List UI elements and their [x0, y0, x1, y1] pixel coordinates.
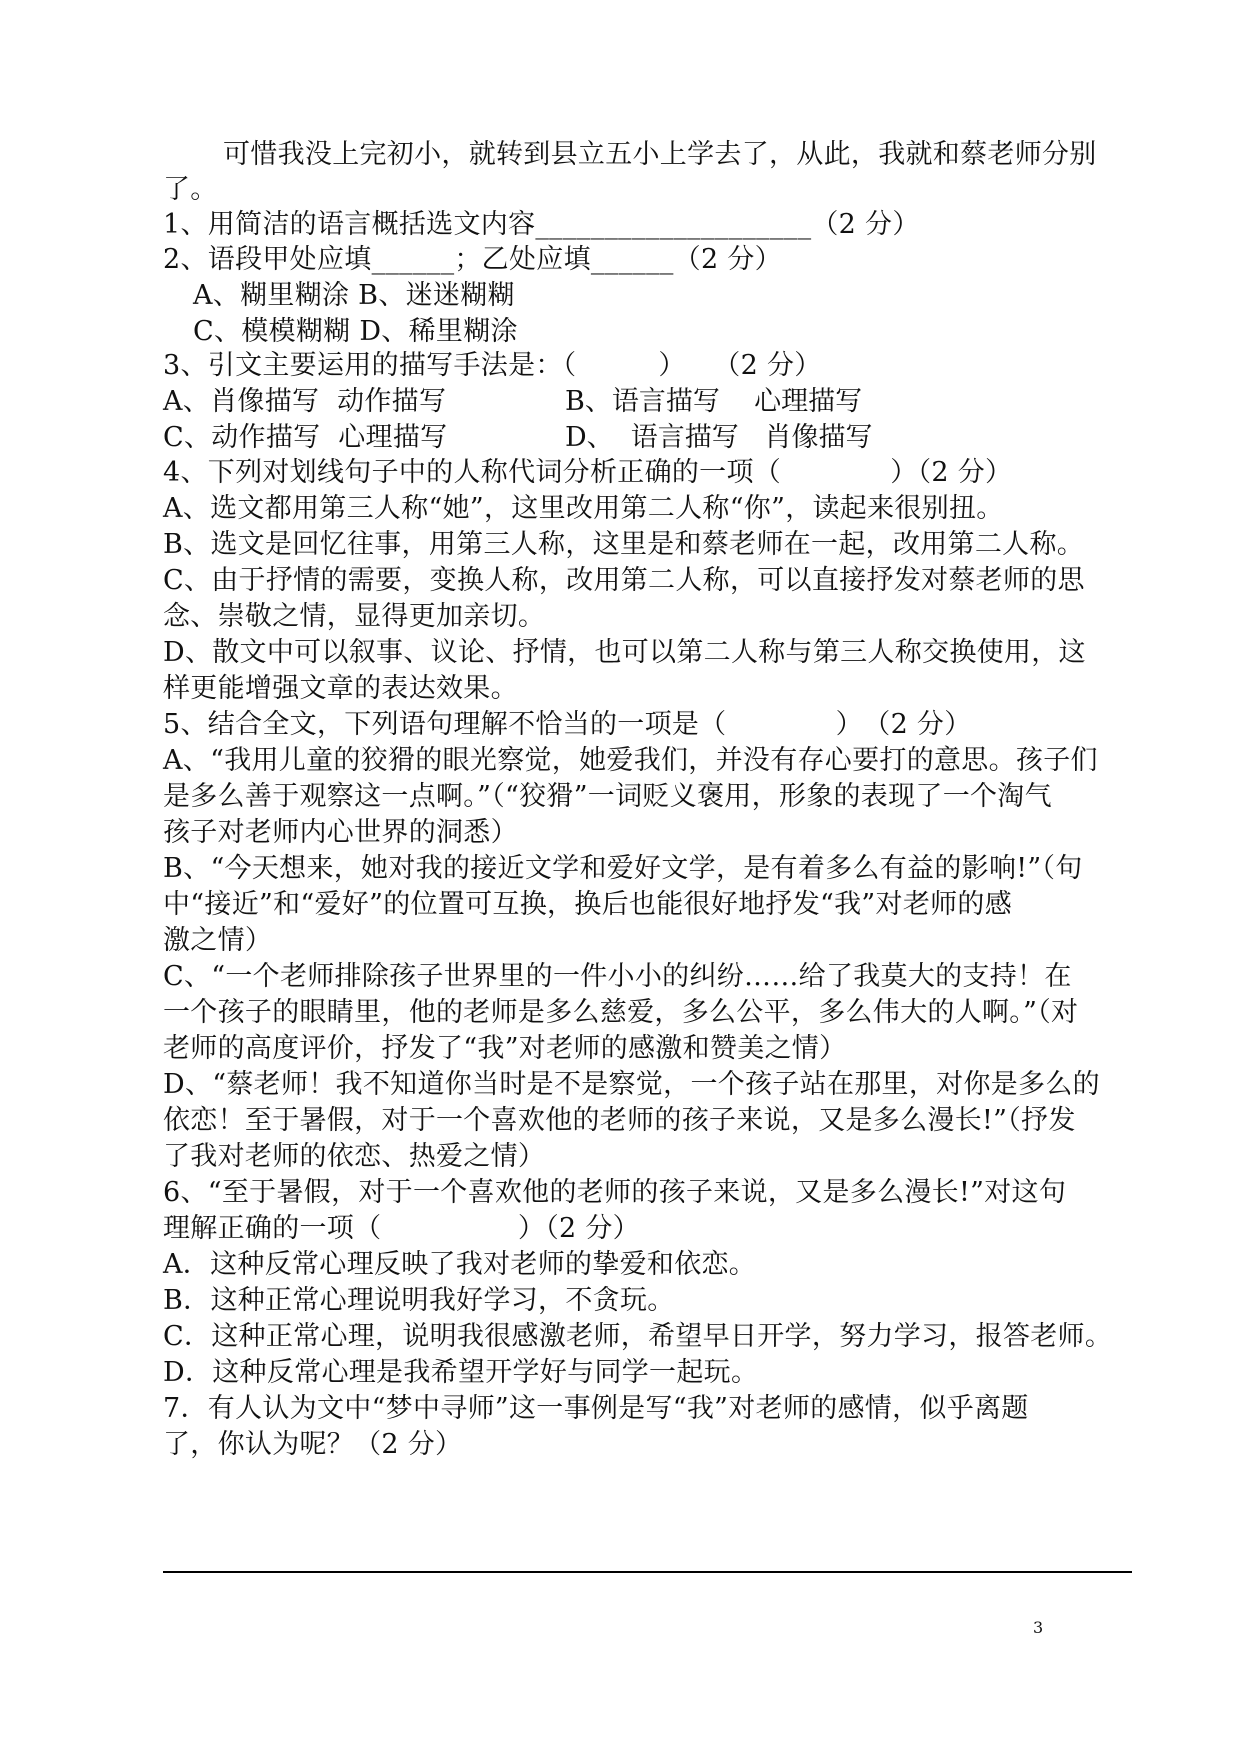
question-5-option-d-line-2: 依恋！至于暑假，对于一个喜欢他的老师的孩子来说，又是多么漫长!”（抒发 — [163, 1105, 1076, 1136]
question-5-option-d-line-3: 了我对老师的依恋、热爱之情） — [163, 1141, 546, 1172]
question-5-option-b-line-2: 中“接近”和“爱好”的位置可互换，换后也能很好地抒发“我”对老师的感 — [163, 889, 1013, 920]
question-5-option-b-line-3: 激之情） — [163, 925, 273, 956]
question-6-option-b: B．这种正常心理说明我好学习，不贪玩。 — [163, 1285, 675, 1316]
question-5-option-b-line-1: B、“今天想来，她对我的接近文学和爱好文学，是有着多么有益的影响!”（句 — [163, 853, 1083, 884]
question-1: 1、用简洁的语言概括选文内容____________________（2 分） — [163, 209, 920, 240]
question-5-option-a-line-2: 是多么善于观察这一点啊。”（“狡猾”一词贬义褒用，形象的表现了一个淘气 — [163, 781, 1052, 812]
question-3-option-c: C、动作描写 心理描写 — [163, 422, 448, 453]
question-6-option-d: D．这种反常心理是我希望开学好与同学一起玩。 — [163, 1357, 759, 1388]
question-4-option-a: A、选文都用第三人称“她”，这里改用第二人称“你”，读起来很别扭。 — [163, 493, 1004, 524]
question-4-option-b: B、选文是回忆往事，用第三人称，这里是和蔡老师在一起，改用第二人称。 — [163, 529, 1085, 560]
question-5-option-c-line-2: 一个孩子的眼睛里，他的老师是多么慈爱，多么公平，多么伟大的人啊。”（对 — [163, 997, 1079, 1028]
question-7-line-1: 7．有人认为文中“梦中寻师”这一事例是写“我”对老师的感情，似乎离题 — [163, 1393, 1029, 1424]
question-6-line-2: 理解正确的一项（ ）（2 分） — [163, 1213, 640, 1244]
question-3-option-b: B、语言描写 心理描写 — [565, 386, 863, 417]
question-5-option-a-line-3: 孩子对老师内心世界的洞悉） — [163, 817, 518, 848]
page-number: 3 — [1033, 1618, 1044, 1637]
question-3-option-d: D、 语言描写 肖像描写 — [565, 422, 873, 453]
question-4: 4、下列对划线句子中的人称代词分析正确的一项（ ）（2 分） — [163, 457, 1013, 488]
question-4-option-c-line-2: 念、崇敬之情，显得更加亲切。 — [163, 601, 546, 632]
question-4-option-c-line-1: C、由于抒情的需要，变换人称，改用第二人称，可以直接抒发对蔡老师的思 — [163, 565, 1085, 596]
question-2: 2、语段甲处应填______；乙处应填______（2 分） — [163, 244, 782, 275]
question-4-option-d-line-2: 样更能增强文章的表达效果。 — [163, 673, 518, 704]
question-7-line-2: 了，你认为呢？（2 分） — [163, 1429, 463, 1460]
question-5: 5、结合全文，下列语句理解不恰当的一项是（ ） （2 分） — [163, 709, 972, 740]
question-3: 3、引文主要运用的描写手法是：（ ） （2 分） — [163, 350, 822, 381]
question-4-option-d-line-1: D、散文中可以叙事、议论、抒情，也可以第二人称与第三人称交换使用，这 — [163, 637, 1086, 668]
question-6-line-1: 6、“至于暑假，对于一个喜欢他的老师的孩子来说，又是多么漫长!”对这句 — [163, 1177, 1067, 1208]
answer-line — [163, 1571, 1132, 1573]
question-5-option-d-line-1: D、“蔡老师！我不知道你当时是不是察觉，一个孩子站在那里，对你是多么的 — [163, 1069, 1100, 1100]
question-5-option-c-line-3: 老师的高度评价，抒发了“我”对老师的感激和赞美之情） — [163, 1033, 847, 1064]
intro-line-2: 了。 — [163, 174, 218, 205]
question-2-options-row-2: C、模模糊糊 D、稀里糊涂 — [193, 316, 518, 347]
question-5-option-c-line-1: C、“一个老师排除孩子世界里的一件小小的纠纷……给了我莫大的支持！在 — [163, 961, 1072, 992]
question-5-option-a-line-1: A、“我用儿童的狡猾的眼光察觉，她爱我们，并没有存心要打的意思。孩子们 — [163, 745, 1098, 776]
question-6-option-a: A．这种反常心理反映了我对老师的挚爱和依恋。 — [163, 1249, 757, 1280]
question-3-option-a: A、肖像描写 动作描写 — [163, 386, 447, 417]
question-2-options-row-1: A、糊里糊涂 B、迷迷糊糊 — [193, 280, 515, 311]
intro-line-1: 可惜我没上完初小，就转到县立五小上学去了，从此，我就和蔡老师分别 — [223, 139, 1097, 170]
question-6-option-c: C．这种正常心理，说明我很感激老师，希望早日开学，努力学习，报答老师。 — [163, 1321, 1113, 1352]
